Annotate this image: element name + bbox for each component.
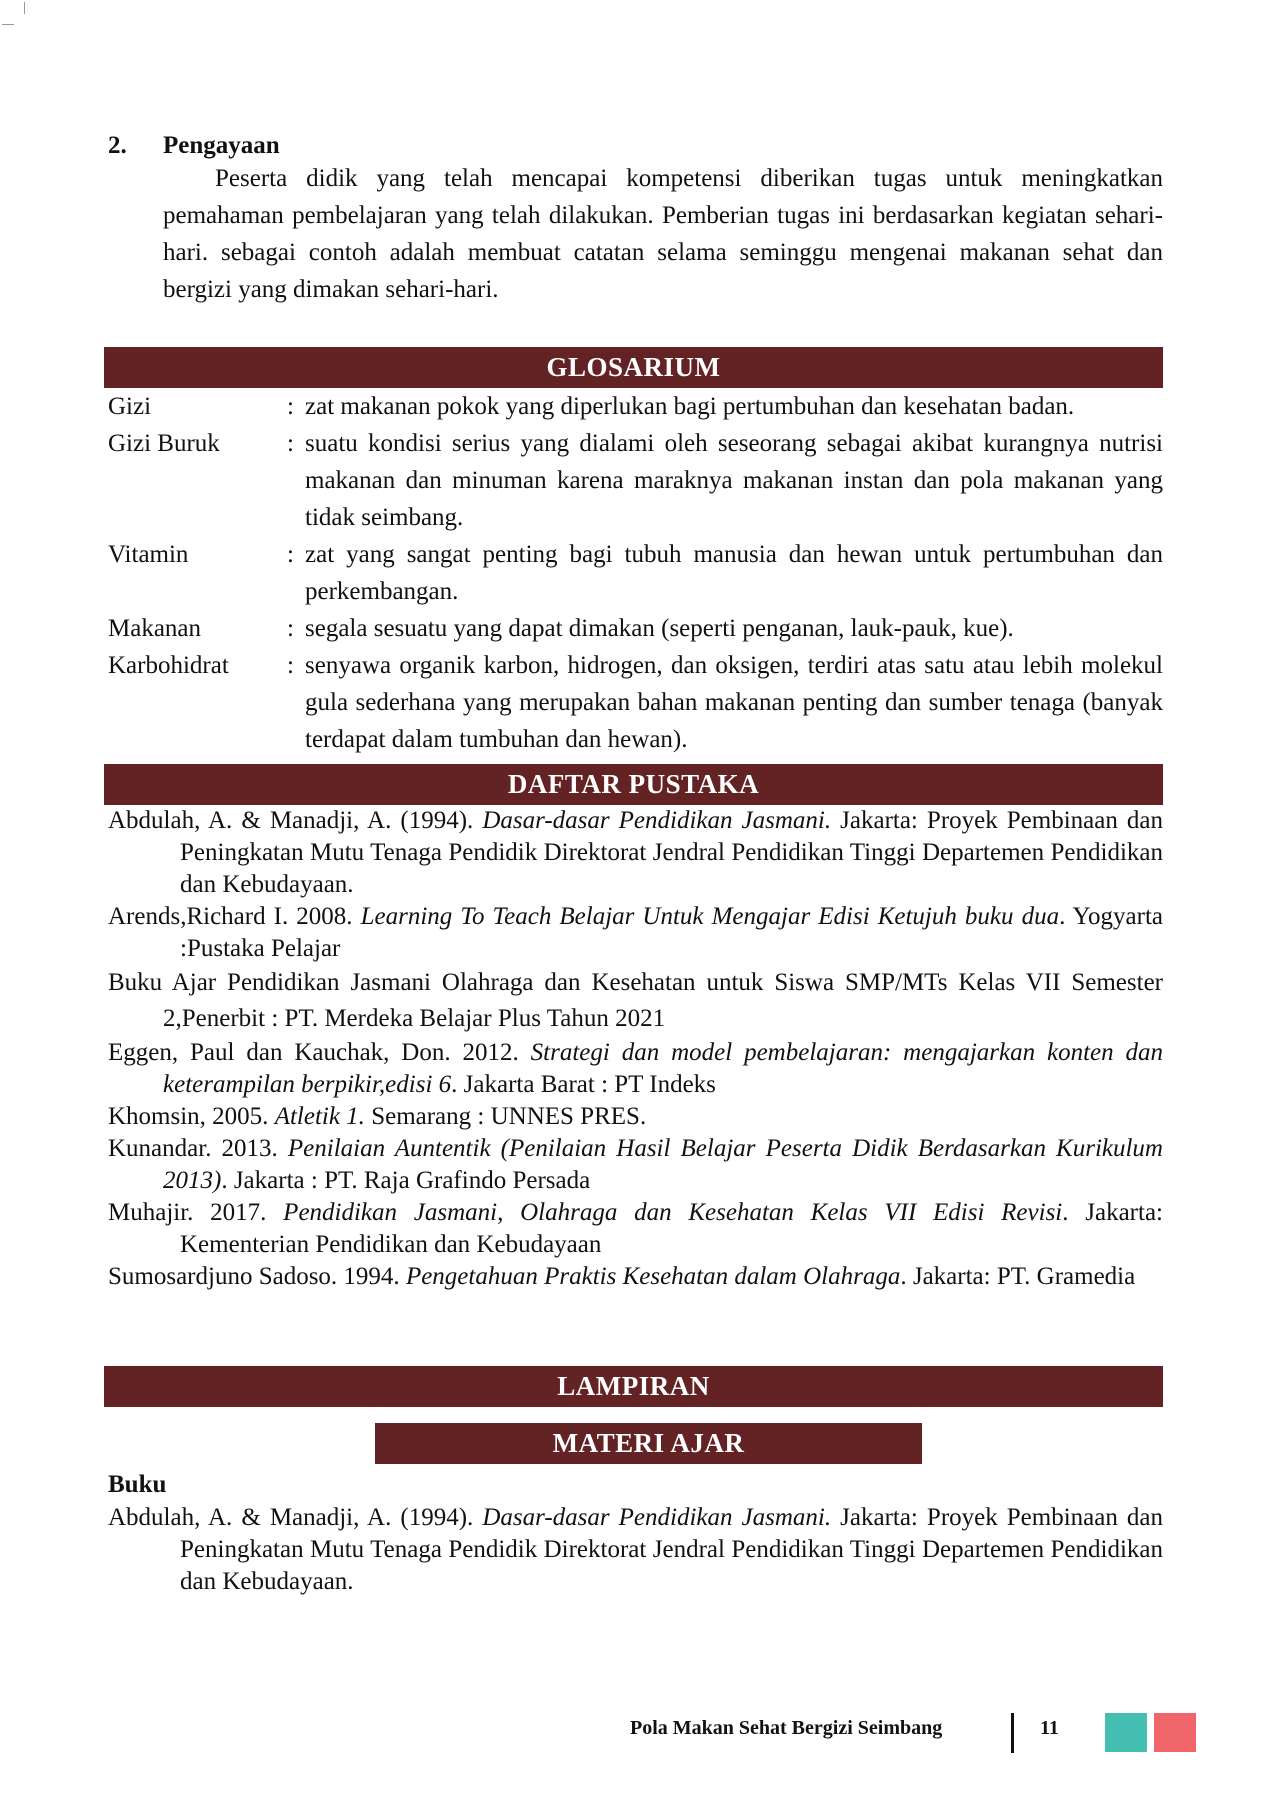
glossary-list [108, 388, 1163, 758]
footer-title: Pola Makan Sehat Bergizi Seimbang [630, 1717, 943, 1739]
reference-item [108, 805, 1163, 901]
reference-publisher: . Jakarta Barat : PT Indeks [451, 1071, 716, 1098]
glossary-colon: : [287, 430, 294, 457]
reference-item [108, 1261, 1163, 1293]
glossary-colon: : [287, 541, 294, 568]
glossary-item [108, 388, 1163, 425]
reference-author: Muhajir. 2017. [108, 1199, 284, 1226]
section-number: 2. [108, 132, 127, 159]
reference-title: Pendidikan Jasmani, Olahraga dan Kesehatan Kelas VII Edisi Revisi [283, 1199, 1063, 1226]
appendix-book-list [108, 1502, 1163, 1598]
glossary-definition: suatu kondisi serius yang dialami oleh seseorang sebagai akibat kurangnya nutrisi makanan dan minuman karena maraknya makanan instan dan pola makanan yang tidak seimbang. [305, 430, 1163, 531]
reference-item [108, 1197, 1163, 1261]
section-body [163, 160, 1163, 308]
glossary-term: Gizi Buruk [108, 430, 220, 457]
reference-item [108, 1133, 1163, 1197]
reference-publisher: Semarang : UNNES PRES. [364, 1103, 647, 1130]
reference-title: Penilaian Auntentik (Penilaian Hasil Belajar Peserta Didik Berdasarkan Kurikulum 2013) [163, 1135, 1163, 1194]
glossary-item [108, 610, 1163, 647]
reference-title: Pengetahuan Praktis Kesehatan dalam Olahraga [405, 1263, 901, 1290]
references-list [108, 805, 1163, 1293]
reference-item [108, 1037, 1163, 1101]
glossary-definition: zat makanan pokok yang diperlukan bagi pertumbuhan dan kesehatan badan. [305, 393, 1075, 420]
footer-divider [1011, 1713, 1014, 1753]
glossary-term: Gizi [108, 393, 152, 420]
glossary-term: Vitamin [108, 541, 189, 568]
reference-publisher: . Yogyarta :Pustaka Pelajar [180, 903, 1163, 962]
glossary-definition: zat yang sangat penting bagi tubuh manusia dan hewan untuk pertumbuhan dan perkembangan. [305, 541, 1163, 605]
glossary-heading: GLOSARIUM [104, 347, 1163, 388]
reference-author: Abdulah, A. & Manadji, A. (1994). [108, 807, 483, 834]
appendix-heading: LAMPIRAN [104, 1366, 1163, 1407]
reference-publisher: . Jakarta : PT. Raja Grafindo Persada [221, 1167, 591, 1194]
reference-publisher: Jakarta: Proyek Pembinaan dan Peningkatan Mutu Tenaga Pendidik Direktorat Jendral Pendidikan Tinggi Departemen Pendidikan dan Kebudayaan. [180, 807, 1163, 898]
reference-item [108, 1101, 1163, 1133]
reference-author: Kunandar. 2013. [108, 1135, 288, 1162]
glossary-item [108, 647, 1163, 758]
glossary-term: Karbohidrat [108, 652, 229, 679]
reference-item [108, 901, 1163, 965]
reference-title: Dasar-dasar Pendidikan Jasmani. [482, 807, 832, 834]
reference-title: Dasar-dasar Pendidikan Jasmani. [482, 1504, 832, 1531]
references-heading: DAFTAR PUSTAKA [104, 764, 1163, 805]
reference-author: Khomsin, 2005. [108, 1103, 275, 1130]
reference-title: Atletik 1. [274, 1103, 365, 1130]
glossary-colon: : [287, 652, 294, 679]
reference-author: Eggen, Paul dan Kauchak, Don. 2012. [108, 1039, 531, 1066]
crop-mark [2, 24, 14, 25]
crop-mark [24, 2, 25, 14]
reference-item [108, 1502, 1163, 1598]
reference-author: Buku Ajar Pendidikan Jasmani Olahraga dan Kesehatan untuk Siswa SMP/MTs Kelas VII Semester 2,Penerbit : PT. Merdeka Belajar Plus Tahun 2021 [108, 969, 1163, 1032]
appendix-subheading: MATERI AJAR [375, 1423, 922, 1464]
section-title: Pengayaan [163, 132, 280, 159]
teal-square-decoration [1105, 1713, 1147, 1752]
reference-item [108, 965, 1163, 1037]
reference-author: Arends,Richard I. 2008. [108, 903, 361, 930]
glossary-colon: : [287, 393, 294, 420]
glossary-item [108, 425, 1163, 536]
reference-title: Strategi dan model pembelajaran: mengajarkan konten dan keterampilan berpikir,edisi 6 [163, 1039, 1164, 1098]
reference-publisher: . Jakarta: Kementerian Pendidikan dan Kebudayaan [180, 1199, 1163, 1258]
glossary-term: Makanan [108, 615, 202, 642]
glossary-definition: segala sesuatu yang dapat dimakan (seperti penganan, lauk-pauk, kue). [305, 615, 1014, 642]
section-body-text: Peserta didik yang telah mencapai kompetensi diberikan tugas untuk meningkatkan pemahaman pembelajaran yang telah dilakukan. Pemberian tugas ini berdasarkan kegiatan sehari-hari. sebagai contoh adalah membuat catatan selama seminggu mengenai makanan sehat dan bergizi yang dimakan sehari-hari. [163, 165, 1163, 303]
glossary-colon: : [287, 615, 294, 642]
reference-title: Learning To Teach Belajar Untuk Mengajar Edisi Ketujuh buku dua [360, 903, 1060, 930]
reference-publisher: Jakarta: Proyek Pembinaan dan Peningkatan Mutu Tenaga Pendidik Direktorat Jendral Pendidikan Tinggi Departemen Pendidikan dan Kebudayaan. [180, 1504, 1163, 1595]
page-number: 11 [1040, 1717, 1059, 1739]
reference-author: Sumosardjuno Sadoso. 1994. [108, 1263, 406, 1290]
pink-square-decoration [1154, 1713, 1196, 1752]
glossary-definition: senyawa organik karbon, hidrogen, dan oksigen, terdiri atas satu atau lebih molekul gula sederhana yang merupakan bahan makanan penting dan sumber tenaga (banyak terdapat dalam tumbuhan dan hewan). [305, 652, 1163, 753]
reference-publisher: . Jakarta: PT. Gramedia [900, 1263, 1136, 1290]
glossary-item [108, 536, 1163, 610]
reference-author: Abdulah, A. & Manadji, A. (1994). [108, 1504, 483, 1531]
book-label: Buku [108, 1471, 167, 1498]
